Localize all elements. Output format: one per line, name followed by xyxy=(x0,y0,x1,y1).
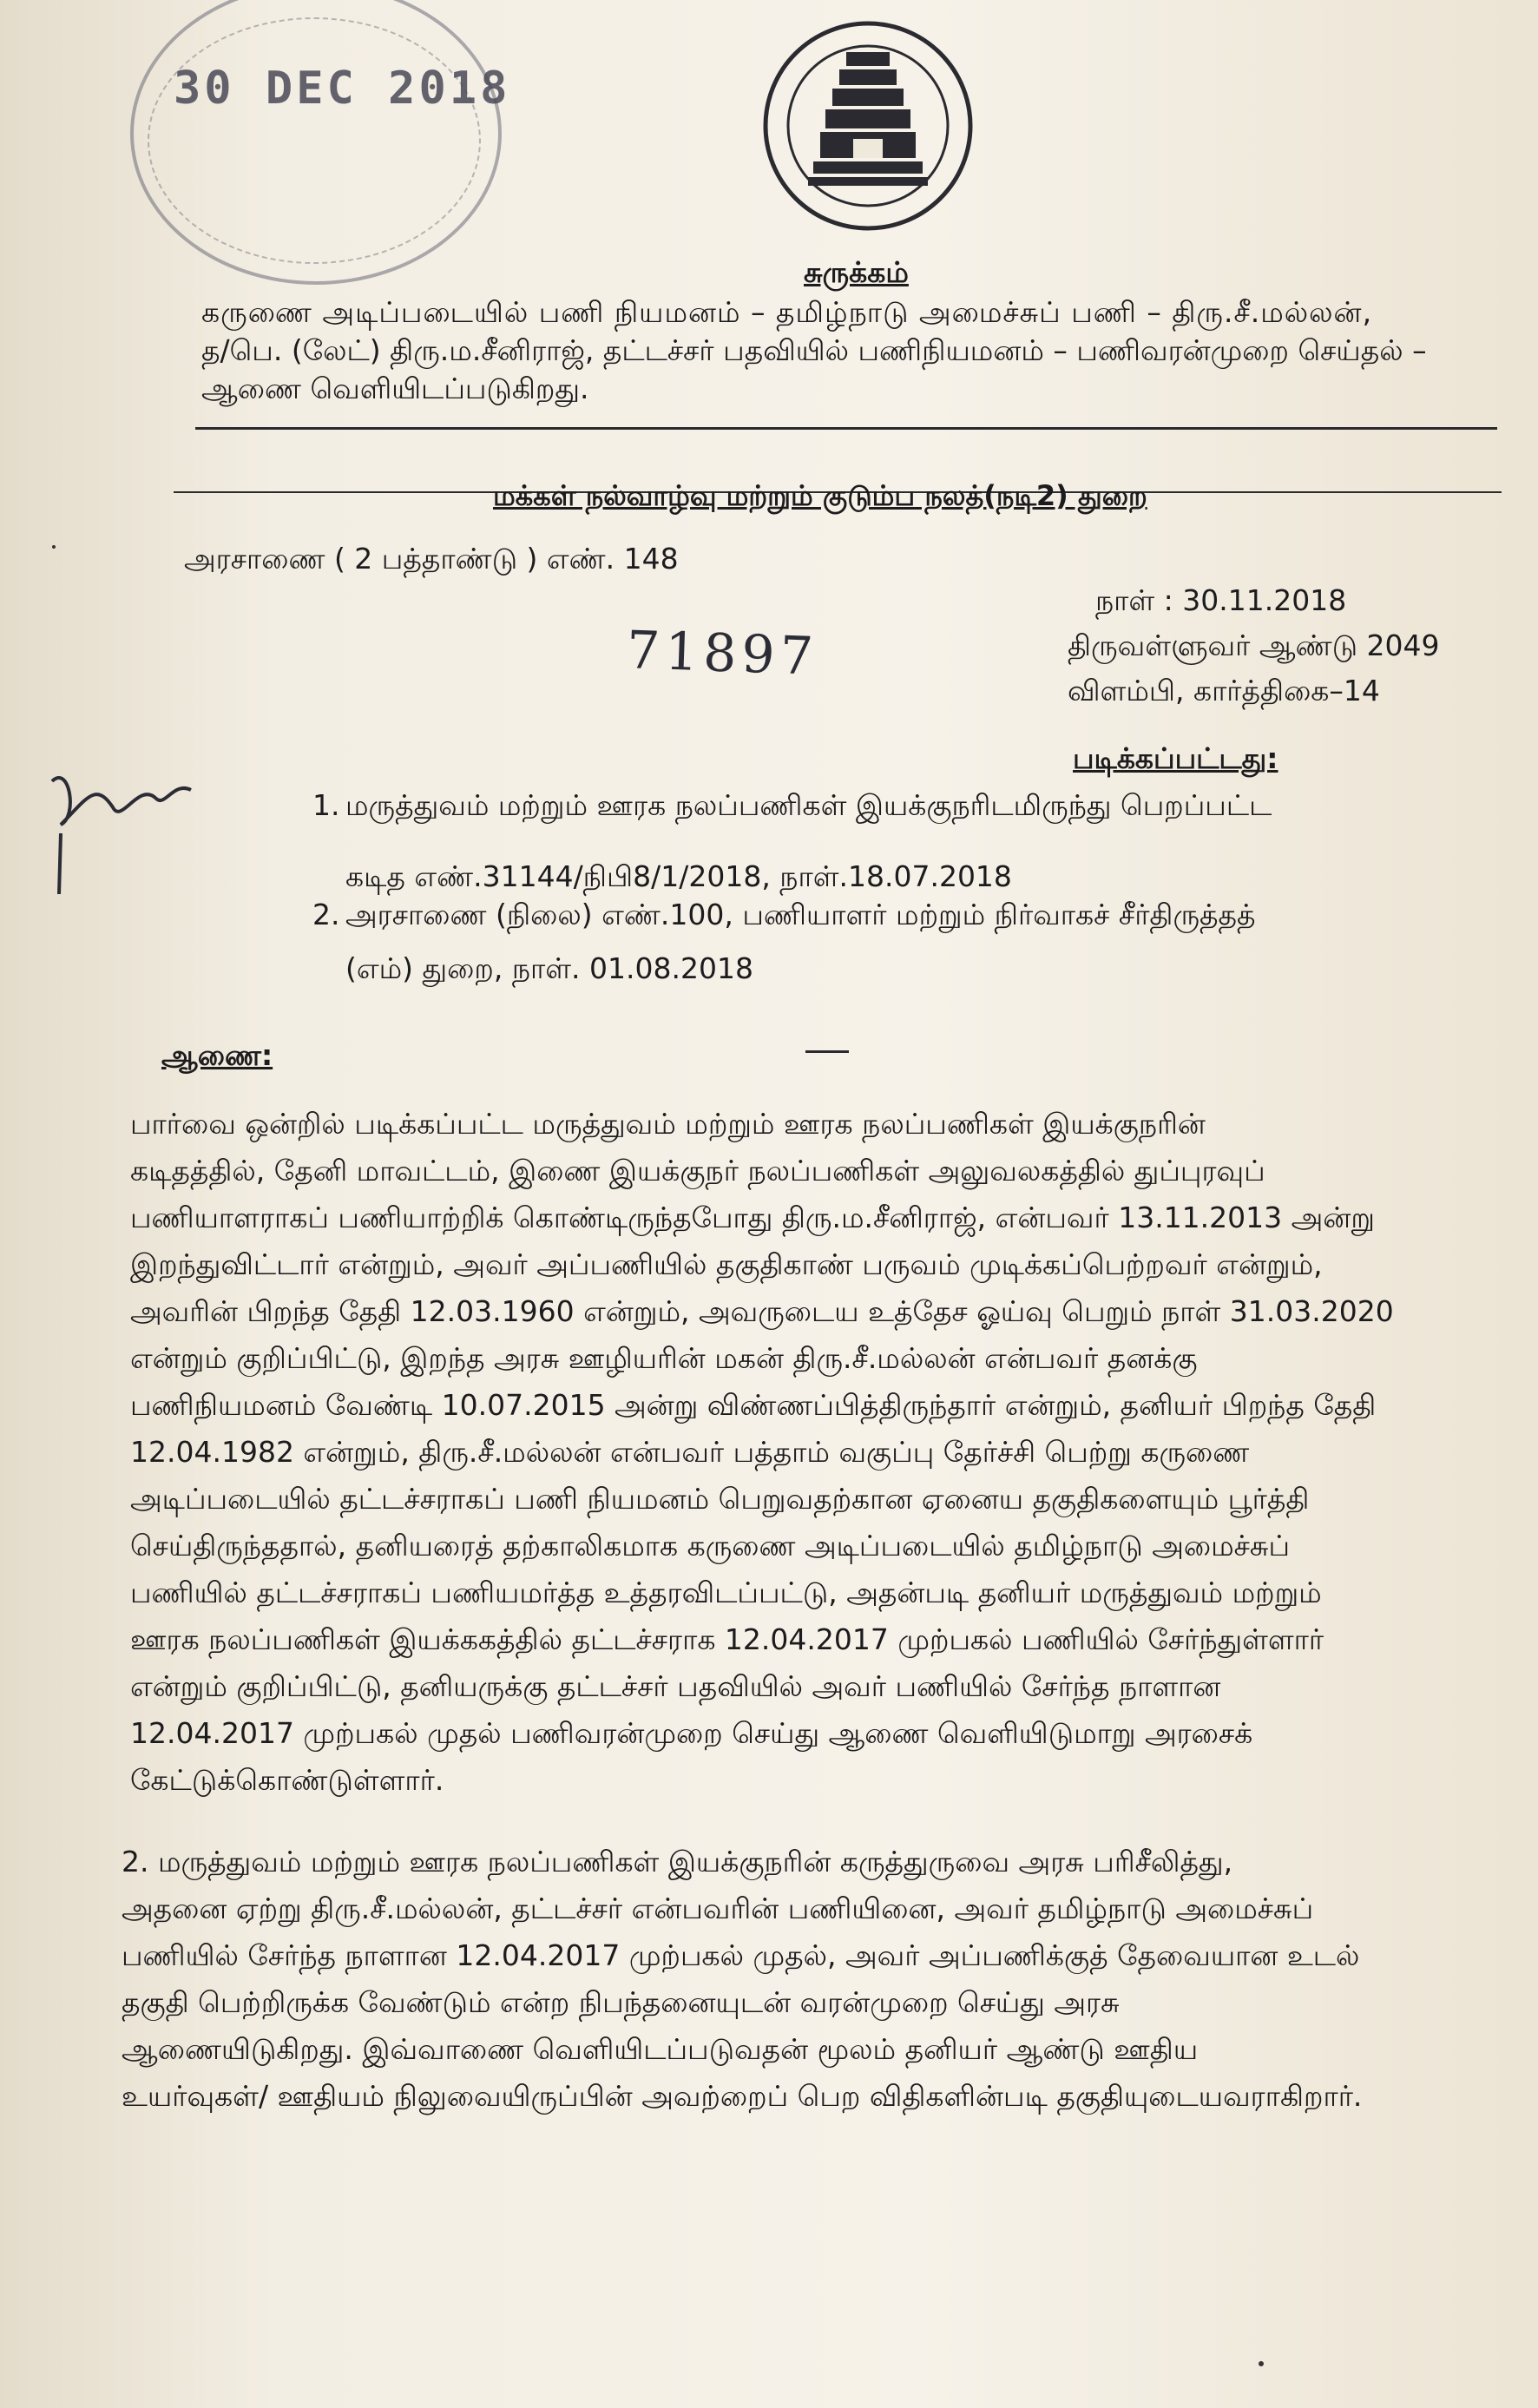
date-line: நாள் : 30.11.2018 xyxy=(1095,583,1347,617)
handwritten-initials xyxy=(35,747,208,920)
paragraph-line: ஊரக நலப்பணிகள் இயக்ககத்தில் தட்டச்சராக 12.04.2017 முற்பகல் பணியில் சேர்ந்துள்ளார் xyxy=(130,1622,1324,1656)
abstract-line: த/பெ. (லேட்) திரு.ம.சீனிராஜ், தட்டச்சர் பதவியில் பணிநியமனம் – பணிவரன்முறை செய்தல் – xyxy=(201,333,1427,367)
reference-number: 2. xyxy=(312,898,340,931)
department-heading: மக்கள் நல்வாழ்வு மற்றும் குடும்ப நலத்(நடி2) துறை xyxy=(493,479,1147,512)
paragraph-line: பணியில் சேர்ந்த நாளான 12.04.2017 முற்பகல் முதல், அவர் அப்பணிக்குத் தேவையான உடல் xyxy=(122,1938,1360,1972)
order-paragraph-2 xyxy=(122,1839,1502,2120)
paragraph-line: என்றும் குறிப்பிட்டு, தனியருக்கு தட்டச்சர் பதவியில் அவர் பணியில் சேர்ந்த நாளான xyxy=(130,1669,1221,1703)
handwritten-number: 71897 xyxy=(625,620,820,688)
paragraph-line: அவரின் பிறந்த தேதி 12.03.1960 என்றும், அவருடைய உத்தேச ஓய்வு பெறும் நாள் 31.03.2020 xyxy=(130,1294,1394,1328)
read-heading: படிக்கப்பட்டது: xyxy=(1073,741,1278,775)
paragraph-line: ஆணையிடுகிறது. இவ்வாணை வெளியிடப்படுவதன் மூலம் தனியர் ஆண்டு ஊதிய xyxy=(122,2032,1199,2066)
short-dash xyxy=(805,1050,849,1053)
paragraph-line: அடிப்படையில் தட்டச்சராகப் பணி நியமனம் பெறுவதற்கான ஏனைய தகுதிகளையும் பூர்த்தி xyxy=(130,1482,1310,1516)
paragraph-line: கேட்டுக்கொண்டுள்ளார். xyxy=(130,1763,444,1797)
paragraph-line: 12.04.2017 முற்பகல் முதல் பணிவரன்முறை செய்து ஆணை வெளியிடுமாறு அரசைக் xyxy=(130,1716,1253,1750)
paragraph-line: இறந்துவிட்டார் என்றும், அவர் அப்பணியில் தகுதிகாண் பருவம் முடிக்கப்பெற்றவர் என்றும், xyxy=(130,1247,1323,1281)
reference-number: 1. xyxy=(312,788,340,822)
go-number: அரசாணை ( 2 பத்தாண்டு ) எண். 148 xyxy=(184,542,679,576)
paragraph-line: பணியில் தட்டச்சராகப் பணியமர்த்த உத்தரவிடப்பட்டு, அதன்படி தனியர் மருத்துவம் மற்றும் xyxy=(130,1576,1322,1609)
abstract-line: ஆணை வெளியிடப்படுகிறது. xyxy=(201,372,589,405)
abstract-heading: சுருக்கம் xyxy=(804,255,909,289)
reference-line: அரசாணை (நிலை) எண்.100, பணியாளர் மற்றும் நிர்வாகச் சீர்திருத்தத் xyxy=(345,898,1256,931)
reference-line: மருத்துவம் மற்றும் ஊரக நலப்பணிகள் இயக்குநரிடமிருந்து பெறப்பட்ட xyxy=(345,788,1272,822)
stamp-date: 30 DEC 2018 xyxy=(174,63,511,115)
paragraph-line: பணிநியமனம் வேண்டி 10.07.2015 அன்று விண்ணப்பித்திருந்தார் என்றும், தனியர் பிறந்த தேதி xyxy=(130,1388,1377,1422)
paragraph-line: பார்வை ஒன்றில் படிக்கப்பட்ட மருத்துவம் மற்றும் ஊரக நலப்பணிகள் இயக்குநரின் xyxy=(130,1107,1206,1141)
paragraph-line: செய்திருந்ததால், தனியரைத் தற்காலிகமாக கருணை அடிப்படையில் தமிழ்நாடு அமைச்சுப் xyxy=(130,1529,1291,1563)
reference-line: (எம்) துறை, நாள். 01.08.2018 xyxy=(345,951,753,985)
paragraph-line: தகுதி பெற்றிருக்க வேண்டும் என்ற நிபந்தனையுடன் வரன்முறை செய்து அரசு xyxy=(122,1985,1120,2019)
paragraph-line: உயர்வுகள்/ ஊதியம் நிலுவையிருப்பின் அவற்றைப் பெற விதிகளின்படி தகுதியுடையவராகிறார். xyxy=(122,2079,1363,2113)
reference-line: கடித எண்.31144/நிபி8/1/2018, நாள்.18.07.2018 xyxy=(345,859,1012,893)
tamil-month-date: விளம்பி, கார்த்திகை–14 xyxy=(1068,674,1380,707)
order-heading: ஆணை: xyxy=(161,1038,273,1072)
paragraph-line: கடிதத்தில், தேனி மாவட்டம், இணை இயக்குநர் நலப்பணிகள் அலுவலகத்தில் துப்புரவுப் xyxy=(130,1154,1265,1188)
paragraph-line: பணியாளராகப் பணியாற்றிக் கொண்டிருந்தபோது திரு.ம.சீனிராஜ், என்பவர் 13.11.2013 அன்று xyxy=(130,1201,1375,1234)
paragraph-line: 12.04.1982 என்றும், திரு.சீ.மல்லன் என்பவர் பத்தாம் வகுப்பு தேர்ச்சி பெற்று கருணை xyxy=(130,1435,1250,1469)
paragraph-line: என்றும் குறிப்பிட்டு, இறந்த அரசு ஊழியரின் மகன் திரு.சீ.மல்லன் என்பவர் தனக்கு xyxy=(130,1341,1198,1375)
thiruvalluvar-year: திருவள்ளுவர் ஆண்டு 2049 xyxy=(1068,628,1440,662)
paragraph-line: அதனை ஏற்று திரு.சீ.மல்லன், தட்டச்சர் என்பவரின் பணியினை, அவர் தமிழ்நாடு அமைச்சுப் xyxy=(122,1892,1314,1925)
stray-mark xyxy=(52,545,56,549)
order-paragraph-1 xyxy=(130,1101,1502,1804)
tamil-nadu-emblem-icon xyxy=(759,17,976,234)
paragraph-line: 2. மருத்துவம் மற்றும் ஊரக நலப்பணிகள் இயக்குநரின் கருத்துருவை அரசு பரிசீலித்து, xyxy=(122,1845,1233,1878)
stamp-inner-ring xyxy=(148,17,481,264)
abstract-line: கருணை அடிப்படையில் பணி நியமனம் – தமிழ்நாடு அமைச்சுப் பணி – திரு.சீ.மல்லன், xyxy=(201,295,1373,329)
stray-mark xyxy=(1259,2361,1264,2366)
separator-rule xyxy=(195,427,1497,430)
